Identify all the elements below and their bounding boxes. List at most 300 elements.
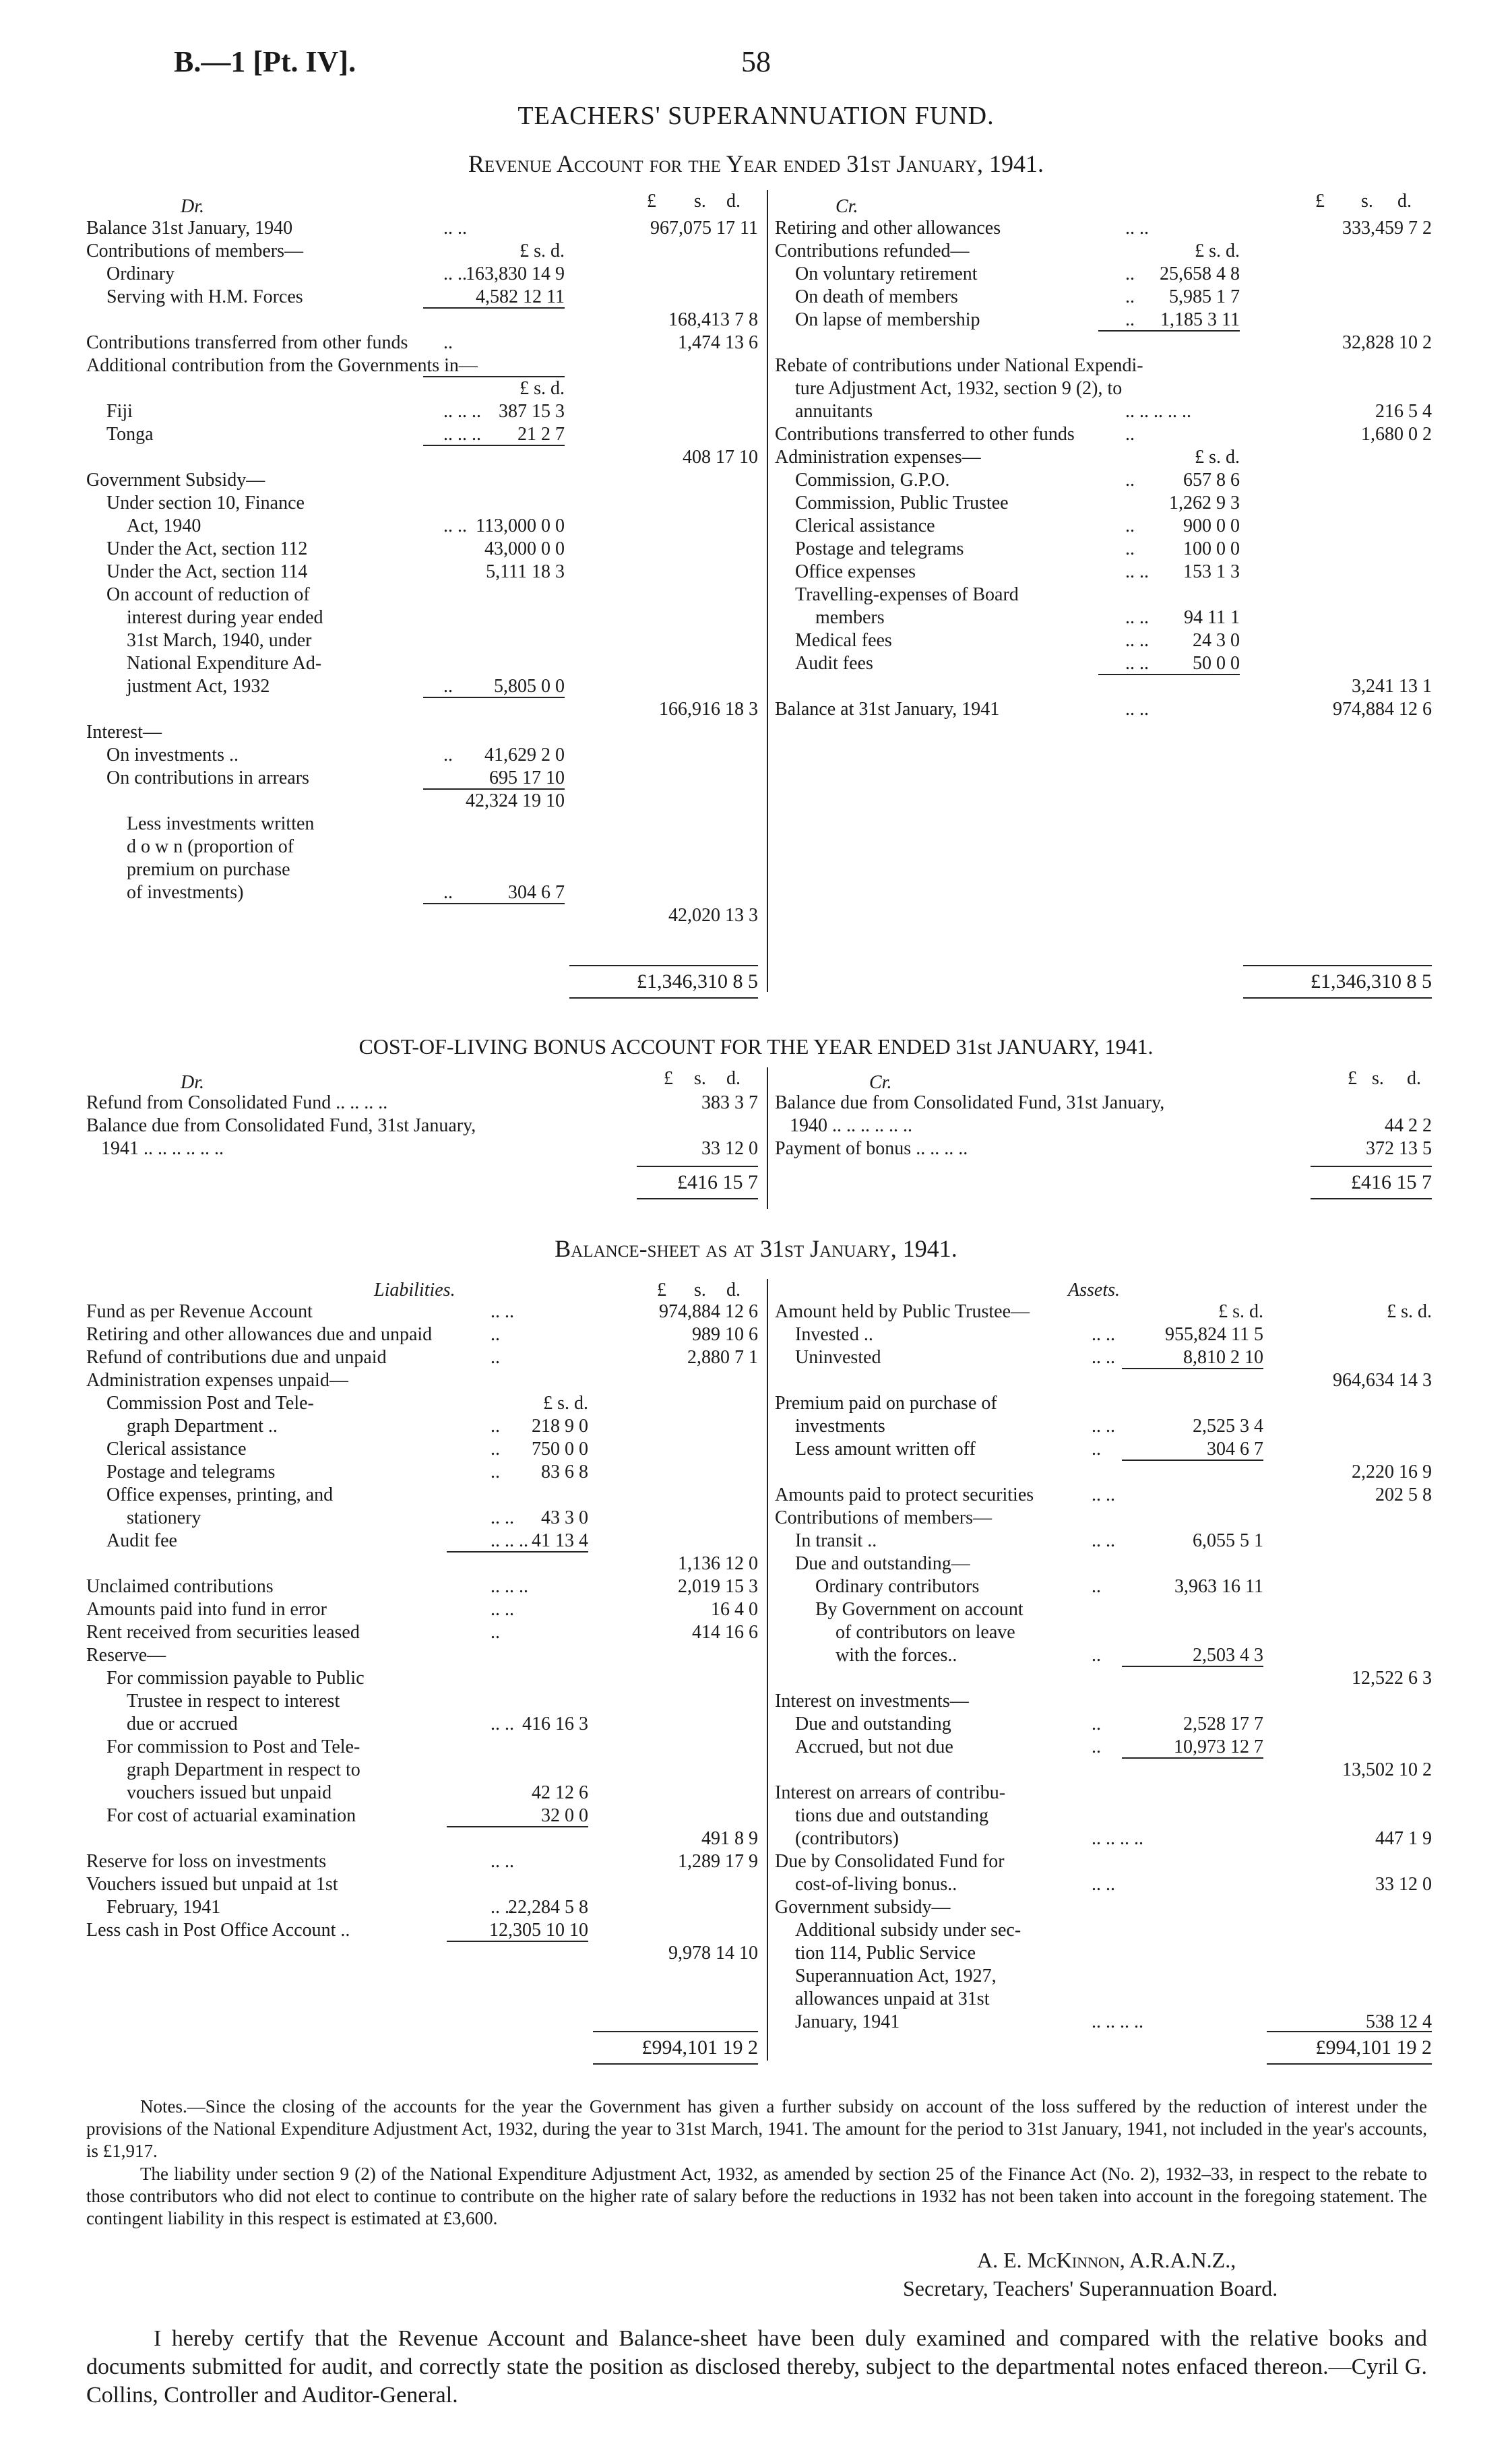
ledger-label: premium on purchase xyxy=(127,859,290,880)
ledger-label: Contributions of members— xyxy=(86,241,303,261)
ledger-label: For commission payable to Public xyxy=(106,1668,365,1689)
bonus-left-total: £416 15 7 xyxy=(677,1171,758,1193)
ledger-label: Interest on arrears of contribu- xyxy=(775,1782,1006,1803)
ledger-outer-amount: 12,522 6 3 xyxy=(1352,1668,1432,1689)
audit-certificate: I hereby certify that the Revenue Account and Balance-sheet have been duly examined and compared with the relative books and documents submitted for audit, and correctly state the position as disclosed thereby, subject to the departmental notes enfaced thereon.—Cyril G. Collins, Controller and Auditor-General. xyxy=(86,2326,1427,2408)
ledger-inner-amount: 5,111 18 3 xyxy=(486,561,565,582)
ledger-leader: .. .. xyxy=(1125,561,1149,582)
bonus-right-value-3: 372 13 5 xyxy=(1366,1138,1432,1159)
ledger-leader: .. xyxy=(491,1462,500,1482)
revenue-left-s: s. xyxy=(694,191,706,212)
ledger-inner-amount: 50 0 0 xyxy=(1193,653,1240,674)
ledger-inner-amount: 100 0 0 xyxy=(1183,538,1240,559)
ledger-leader: .. xyxy=(443,745,453,765)
ledger-label: Fund as per Revenue Account xyxy=(86,1301,313,1322)
ledger-leader: .. xyxy=(491,1324,500,1345)
ledger-outer-heading: £ s. d. xyxy=(1387,1301,1432,1322)
ledger-leader: .. xyxy=(1125,263,1135,284)
ledger-inner-amount: 21 2 7 xyxy=(517,424,565,445)
ledger-outer-amount: 1,289 17 9 xyxy=(678,1851,758,1872)
revenue-divider xyxy=(767,190,768,992)
ledger-leader: .. .. .. xyxy=(443,424,481,445)
bonus-left-line-1: Refund from Consolidated Fund .. .. .. .. xyxy=(86,1092,388,1113)
ledger-leader: .. .. xyxy=(443,218,467,239)
ledger-inner-amount: 32 0 0 xyxy=(541,1805,588,1826)
ledger-leader: .. xyxy=(443,676,453,697)
ledger-leader: .. .. .. .. xyxy=(1092,1828,1143,1849)
ledger-label: Clerical assistance xyxy=(106,1439,247,1460)
ledger-label: On voluntary retirement xyxy=(795,263,978,284)
ledger-label: Audit fees xyxy=(795,653,873,674)
bonus-left-d: d. xyxy=(726,1068,741,1089)
ledger-label: Clerical assistance xyxy=(795,515,935,536)
ledger-leader: .. .. .. xyxy=(443,401,481,422)
ledger-inner-amount: 43 3 0 xyxy=(541,1507,588,1528)
ledger-inner-amount: 24 3 0 xyxy=(1193,630,1240,651)
ledger-outer-amount: 2,019 15 3 xyxy=(678,1576,758,1597)
ledger-inner-amount: 657 8 6 xyxy=(1183,470,1240,491)
ledger-leader: .. xyxy=(491,1347,500,1368)
ledger-subtotal-rule xyxy=(1098,674,1240,675)
ledger-label: In transit .. xyxy=(795,1530,877,1551)
ledger-label: Amount held by Public Trustee— xyxy=(775,1301,1030,1322)
ledger-leader: .. xyxy=(1092,1439,1101,1460)
ledger-inner-amount: 25,658 4 8 xyxy=(1160,263,1240,284)
balance-left-s: s. xyxy=(694,1280,706,1300)
ledger-outer-amount: 3,241 13 1 xyxy=(1352,676,1432,697)
ledger-label: Contributions transferred from other funds xyxy=(86,332,408,353)
ledger-subtotal-rule xyxy=(423,307,565,309)
ledger-outer-amount: 216 5 4 xyxy=(1375,401,1432,422)
revenue-dr-label: Dr. xyxy=(181,196,205,217)
ledger-label: Ordinary xyxy=(106,263,175,284)
revenue-right-total-rule-top xyxy=(1243,965,1432,966)
ledger-leader: .. xyxy=(1125,424,1135,445)
ledger-label: Contributions refunded— xyxy=(775,241,970,261)
ledger-outer-amount: 13,502 10 2 xyxy=(1342,1759,1432,1780)
ledger-label: tions due and outstanding xyxy=(795,1805,988,1826)
ledger-label: On contributions in arrears xyxy=(106,767,309,788)
ledger-inner-amount: 1,185 3 11 xyxy=(1160,309,1240,330)
ledger-label: Accrued, but not due xyxy=(795,1736,953,1757)
ledger-outer-amount: 447 1 9 xyxy=(1375,1828,1432,1849)
ledger-inner-amount: 153 1 3 xyxy=(1183,561,1240,582)
ledger-label: On account of reduction of xyxy=(106,584,310,605)
ledger-label: Reserve for loss on investments xyxy=(86,1851,327,1872)
ledger-inner-amount: 900 0 0 xyxy=(1183,515,1240,536)
ledger-label: Balance 31st January, 1940 xyxy=(86,218,293,239)
ledger-leader: .. .. xyxy=(443,263,467,284)
ledger-label: interest during year ended xyxy=(127,607,323,628)
ledger-inner-amount: 10,973 12 7 xyxy=(1174,1736,1263,1757)
ledger-leader: .. .. xyxy=(491,1897,514,1918)
ledger-label: due or accrued xyxy=(127,1714,238,1734)
ledger-label: stationery xyxy=(127,1507,201,1528)
ledger-label: Trustee in respect to interest xyxy=(127,1691,340,1712)
ledger-leader: .. xyxy=(1092,1576,1101,1597)
ledger-label: Tonga xyxy=(106,424,154,445)
bonus-heading: COST-OF-LIVING BONUS ACCOUNT FOR THE YEAR ENDED 31st JANUARY, 1941. xyxy=(358,1034,1154,1059)
ledger-label: investments xyxy=(795,1416,885,1437)
ledger-outer-amount: 16 4 0 xyxy=(711,1599,758,1620)
ledger-outer-amount: 974,884 12 6 xyxy=(1333,699,1432,720)
balance-left-total-rule-top xyxy=(593,2031,758,2032)
ledger-inner-amount: 42 12 6 xyxy=(532,1782,588,1803)
ledger-outer-amount: 967,075 17 11 xyxy=(650,218,758,239)
balance-left-d: d. xyxy=(726,1280,741,1300)
ledger-leader: .. .. xyxy=(1092,1874,1115,1895)
balance-right-total-rule-bottom xyxy=(1267,2063,1432,2065)
ledger-label: On investments .. xyxy=(106,745,239,765)
ledger-subtotal-rule xyxy=(423,376,565,377)
ledger-leader: .. .. xyxy=(1125,653,1149,674)
ledger-leader: .. xyxy=(443,332,453,353)
ledger-label: annuitants xyxy=(795,401,873,422)
ledger-label: Postage and telegrams xyxy=(795,538,964,559)
ledger-subtotal-rule xyxy=(447,1551,588,1553)
bonus-divider xyxy=(767,1067,768,1209)
ledger-leader: .. .. .. .. xyxy=(1092,2011,1143,2032)
ledger-label: cost-of-living bonus.. xyxy=(795,1874,957,1895)
ledger-inner-amount: 2,528 17 7 xyxy=(1183,1714,1263,1734)
ledger-outer-amount: 42,020 13 3 xyxy=(668,905,758,926)
ledger-leader: .. xyxy=(1125,470,1135,491)
ledger-inner-amount: 5,985 1 7 xyxy=(1169,286,1240,307)
ledger-label: Reserve— xyxy=(86,1645,166,1666)
ledger-leader: .. .. xyxy=(443,515,467,536)
ledger-leader: .. .. xyxy=(491,1301,514,1322)
ledger-subtotal-rule xyxy=(1098,330,1240,332)
revenue-left-total: £1,346,310 8 5 xyxy=(637,970,758,993)
ledger-inner-amount: 1,262 9 3 xyxy=(1169,493,1240,513)
ledger-label: Commission, G.P.O. xyxy=(795,470,950,491)
ledger-inner-amount: £ s. d. xyxy=(1195,447,1240,468)
ledger-label: Less amount written off xyxy=(795,1439,976,1460)
ledger-inner-amount: 113,000 0 0 xyxy=(476,515,565,536)
notes-paragraph-2: The liability under section 9 (2) of the National Expenditure Adjustment Act, 1932, as amended by section 25 of the Finance Act (No. 2), 1932–33, in respect to the rebate to those contributors who did not elect to continue to contribute on the higher rate of salary before the reductions in 1932 has not been taken into account in the foregoing statement. The contingent liability in this respect is estimated at £3,600. xyxy=(86,2164,1427,2228)
ledger-label: On lapse of membership xyxy=(795,309,980,330)
revenue-left-total-rule-top xyxy=(569,965,758,966)
ledger-leader: .. .. xyxy=(1125,607,1149,628)
ledger-leader: .. xyxy=(1125,538,1135,559)
ledger-leader: .. xyxy=(443,882,453,903)
ledger-leader: .. .. xyxy=(1125,630,1149,651)
ledger-label: of contributors on leave xyxy=(836,1622,1015,1643)
ledger-label: Commission, Public Trustee xyxy=(795,493,1009,513)
ledger-label: Office expenses xyxy=(795,561,916,582)
ledger-label: January, 1941 xyxy=(795,2011,900,2032)
ledger-label: graph Department in respect to xyxy=(127,1759,360,1780)
ledger-inner-amount: 94 11 1 xyxy=(1184,607,1240,628)
ledger-outer-amount: 202 5 8 xyxy=(1375,1484,1432,1505)
ledger-outer-amount: 974,884 12 6 xyxy=(659,1301,758,1322)
bonus-right-total: £416 15 7 xyxy=(1351,1171,1432,1193)
page-reference: B.—1 [Pt. IV]. xyxy=(174,45,356,78)
ledger-label: Refund of contributions due and unpaid xyxy=(86,1347,387,1368)
ledger-label: Amounts paid to protect securities xyxy=(775,1484,1034,1505)
ledger-inner-amount: 43,000 0 0 xyxy=(484,538,565,559)
ledger-label: Balance at 31st January, 1941 xyxy=(775,699,1000,720)
ledger-inner-amount: 4,582 12 11 xyxy=(476,286,565,307)
ledger-label: Interest— xyxy=(86,722,162,743)
ledger-outer-amount: 9,978 14 10 xyxy=(668,1943,758,1964)
ledger-inner-amount: £ s. d. xyxy=(519,241,565,261)
revenue-cr-label: Cr. xyxy=(836,196,858,217)
balance-assets-label: Assets. xyxy=(1068,1280,1120,1300)
balance-left-cur: £ xyxy=(657,1280,666,1300)
ledger-leader: .. .. xyxy=(491,1599,514,1620)
ledger-leader: .. xyxy=(491,1439,500,1460)
ledger-label: Additional contribution from the Governments in— xyxy=(86,355,478,376)
bonus-right-total-rule-top xyxy=(1311,1166,1432,1167)
ledger-outer-amount: 491 8 9 xyxy=(701,1828,758,1849)
ledger-inner-amount: 163,830 14 9 xyxy=(466,263,565,284)
balance-right-total: £994,101 19 2 xyxy=(1315,2036,1432,2059)
bonus-right-line-1: Balance due from Consolidated Fund, 31st January, xyxy=(775,1092,1165,1113)
ledger-label: Serving with H.M. Forces xyxy=(106,286,303,307)
ledger-subtotal-rule xyxy=(423,697,565,698)
bonus-dr-label: Dr. xyxy=(181,1072,205,1093)
ledger-outer-amount: 32,828 10 2 xyxy=(1342,332,1432,353)
balance-liabilities-label: Liabilities. xyxy=(374,1280,455,1300)
ledger-inner-amount: 416 16 3 xyxy=(522,1714,588,1734)
ledger-label: For cost of actuarial examination xyxy=(106,1805,356,1826)
ledger-inner-amount: £ s. d. xyxy=(1195,241,1240,261)
ledger-leader: .. .. xyxy=(491,1714,514,1734)
ledger-subtotal-rule xyxy=(423,903,565,904)
ledger-inner-amount: £ s. d. xyxy=(519,378,565,399)
bonus-right-d: d. xyxy=(1407,1068,1421,1089)
ledger-label: Less investments written xyxy=(127,813,315,834)
ledger-inner-amount: 218 9 0 xyxy=(532,1416,588,1437)
ledger-label: d o w n (proportion of xyxy=(127,836,294,857)
ledger-subtotal-rule xyxy=(1122,1757,1263,1759)
revenue-right-d: d. xyxy=(1397,191,1412,212)
ledger-inner-amount: 2,525 3 4 xyxy=(1193,1416,1263,1437)
ledger-inner-amount: 955,824 11 5 xyxy=(1165,1324,1263,1345)
ledger-outer-amount: 414 16 6 xyxy=(692,1622,758,1643)
ledger-label: Travelling-expenses of Board xyxy=(795,584,1019,605)
ledger-label: Premium paid on purchase of xyxy=(775,1393,997,1414)
ledger-inner-amount: 5,805 0 0 xyxy=(494,676,565,697)
ledger-inner-amount: 3,963 16 11 xyxy=(1174,1576,1263,1597)
ledger-outer-amount: 1,680 0 2 xyxy=(1361,424,1432,445)
bonus-right-cur: £ xyxy=(1348,1068,1357,1089)
ledger-label: Contributions of members— xyxy=(775,1507,992,1528)
ledger-outer-amount: 1,136 12 0 xyxy=(678,1553,758,1574)
ledger-label: Due and outstanding— xyxy=(795,1553,970,1574)
ledger-leader: .. .. xyxy=(1092,1416,1115,1437)
ledger-outer-amount: 166,916 18 3 xyxy=(659,699,758,720)
ledger-label: Less cash in Post Office Account .. xyxy=(86,1920,350,1941)
ledger-label: Commission Post and Tele- xyxy=(106,1393,314,1414)
ledger-inner-amount: 387 15 3 xyxy=(499,401,565,422)
ledger-inner-amount: 83 6 8 xyxy=(541,1462,588,1482)
ledger-label: Retiring and other allowances due and unpaid xyxy=(86,1324,433,1345)
ledger-label: justment Act, 1932 xyxy=(127,676,270,697)
page-number: 58 xyxy=(741,45,771,78)
ledger-leader: .. xyxy=(1125,515,1135,536)
ledger-label: 31st March, 1940, under xyxy=(127,630,312,651)
bonus-left-value-1: 383 3 7 xyxy=(701,1092,758,1113)
bonus-right-s: s. xyxy=(1372,1068,1384,1089)
ledger-label: Fiji xyxy=(106,401,133,422)
ledger-label: Government Subsidy— xyxy=(86,470,265,491)
bonus-right-line-3: Payment of bonus .. .. .. .. xyxy=(775,1138,968,1159)
ledger-inner-amount: 41,629 2 0 xyxy=(484,745,565,765)
ledger-subtotal-rule xyxy=(447,1941,588,1942)
ledger-leader: .. .. xyxy=(1125,699,1149,720)
ledger-inner-amount: 22,284 5 8 xyxy=(508,1897,588,1918)
ledger-outer-amount: 168,413 7 8 xyxy=(668,309,758,330)
revenue-right-cur: £ xyxy=(1315,191,1325,212)
bonus-left-total-rule-bottom xyxy=(637,1198,758,1199)
ledger-outer-amount: 33 12 0 xyxy=(1375,1874,1432,1895)
ledger-label: members xyxy=(815,607,885,628)
ledger-leader: .. .. xyxy=(1092,1347,1115,1368)
ledger-leader: .. .. xyxy=(1092,1324,1115,1345)
ledger-subtotal-rule xyxy=(447,1826,588,1827)
ledger-label: Administration expenses unpaid— xyxy=(86,1370,348,1391)
ledger-label: allowances unpaid at 31st xyxy=(795,1988,990,2009)
ledger-leader: .. .. .. .. .. xyxy=(1125,401,1191,422)
ledger-label: Administration expenses— xyxy=(775,447,981,468)
ledger-label: Medical fees xyxy=(795,630,892,651)
ledger-inner-amount: 6,055 5 1 xyxy=(1193,1530,1263,1551)
ledger-label: tion 114, Public Service xyxy=(795,1943,976,1964)
ledger-label: Under the Act, section 112 xyxy=(106,538,308,559)
balance-left-total: £994,101 19 2 xyxy=(641,2036,758,2059)
ledger-leader: .. xyxy=(1092,1645,1101,1666)
ledger-label: of investments) xyxy=(127,882,244,903)
ledger-inner-amount: 304 6 7 xyxy=(1207,1439,1263,1460)
ledger-leader: .. .. xyxy=(491,1507,514,1528)
notes-paragraph-1: Notes.—Since the closing of the accounts for the year the Government has given a further subsidy on account of the loss suffered by the reduction of interest under the provisions of the National Expenditure Adjustment Act, 1932, during the year to 31st March, 1941. The amount for the period to 31st January, 1941, not included in the year's accounts, is £1,917. xyxy=(86,2096,1427,2161)
ledger-label: Superannuation Act, 1927, xyxy=(795,1966,997,1986)
revenue-right-total: £1,346,310 8 5 xyxy=(1311,970,1432,993)
ledger-inner-amount: £ s. d. xyxy=(1218,1301,1263,1322)
ledger-outer-amount: 1,474 13 6 xyxy=(678,332,758,353)
ledger-leader: .. .. .. xyxy=(491,1530,528,1551)
revenue-left-d: d. xyxy=(726,191,741,212)
ledger-label: graph Department .. xyxy=(127,1416,278,1437)
ledger-leader: .. .. xyxy=(1092,1530,1115,1551)
ledger-label: National Expenditure Ad- xyxy=(127,653,322,674)
signatory-name: A. E. McKinnon, A.R.A.N.Z., xyxy=(977,2248,1236,2272)
bonus-left-line-3: 1941 .. .. .. .. .. .. xyxy=(101,1138,224,1159)
ledger-leader: .. xyxy=(1125,309,1135,330)
ledger-subtotal-rule xyxy=(1122,1460,1263,1461)
ledger-inner-amount: 8,810 2 10 xyxy=(1183,1347,1263,1368)
ledger-label: Postage and telegrams xyxy=(106,1462,276,1482)
ledger-outer-amount: 408 17 10 xyxy=(683,447,758,468)
ledger-leader: .. xyxy=(491,1416,500,1437)
ledger-inner-amount: 750 0 0 xyxy=(532,1439,588,1460)
ledger-label: ture Adjustment Act, 1932, section 9 (2), to xyxy=(795,378,1123,399)
ledger-label: By Government on account xyxy=(815,1599,1023,1620)
ledger-label: Rebate of contributions under National Expendi- xyxy=(775,355,1143,376)
ledger-leader: .. xyxy=(491,1622,500,1643)
bonus-right-total-rule-bottom xyxy=(1311,1198,1432,1199)
ledger-label: Retiring and other allowances xyxy=(775,218,1001,239)
ledger-label: Contributions transferred to other funds xyxy=(775,424,1075,445)
bonus-left-total-rule-top xyxy=(637,1166,758,1167)
ledger-outer-amount: 333,459 7 2 xyxy=(1342,218,1432,239)
ledger-leader: .. .. xyxy=(491,1851,514,1872)
ledger-leader: .. .. .. xyxy=(491,1576,528,1597)
ledger-label: Act, 1940 xyxy=(127,515,201,536)
ledger-subtotal-rule xyxy=(1122,1666,1263,1667)
ledger-label: vouchers issued but unpaid xyxy=(127,1782,332,1803)
balance-divider xyxy=(767,1279,768,2061)
ledger-label: Vouchers issued but unpaid at 1st xyxy=(86,1874,338,1895)
ledger-inner-amount: £ s. d. xyxy=(543,1393,588,1414)
bonus-left-s: s. xyxy=(694,1068,706,1089)
ledger-label: with the forces.. xyxy=(836,1645,957,1666)
ledger-label: Government subsidy— xyxy=(775,1897,951,1918)
ledger-label: Under the Act, section 114 xyxy=(106,561,308,582)
ledger-leader: .. xyxy=(1125,286,1135,307)
ledger-leader: .. xyxy=(1092,1736,1101,1757)
ledger-inner-amount: 2,503 4 3 xyxy=(1193,1645,1263,1666)
ledger-subtotal-rule xyxy=(1122,1368,1263,1369)
ledger-label: Uninvested xyxy=(795,1347,881,1368)
ledger-label: Due by Consolidated Fund for xyxy=(775,1851,1005,1872)
ledger-label: On death of members xyxy=(795,286,958,307)
ledger-label: Amounts paid into fund in error xyxy=(86,1599,327,1620)
revenue-left-cur: £ xyxy=(647,191,656,212)
ledger-leader: .. .. xyxy=(1092,1484,1115,1505)
ledger-label: Rent received from securities leased xyxy=(86,1622,360,1643)
bonus-left-cur: £ xyxy=(664,1068,673,1089)
document-title: TEACHERS' SUPERANNUATION FUND. xyxy=(517,102,995,130)
ledger-inner-amount: 12,305 10 10 xyxy=(489,1920,588,1941)
revenue-heading: Revenue Account for the Year ended 31st January, 1941. xyxy=(468,150,1044,177)
ledger-label: Ordinary contributors xyxy=(815,1576,980,1597)
bonus-left-value-3: 33 12 0 xyxy=(701,1138,758,1159)
balance-left-total-rule-bottom xyxy=(593,2063,758,2065)
ledger-label: For commission to Post and Tele- xyxy=(106,1736,360,1757)
ledger-subtotal-rule xyxy=(423,788,565,790)
ledger-leader: .. .. xyxy=(1125,218,1149,239)
ledger-label: Invested .. xyxy=(795,1324,873,1345)
bonus-right-line-2: 1940 .. .. .. .. .. .. xyxy=(790,1115,912,1136)
ledger-label: (contributors) xyxy=(795,1828,899,1849)
ledger-inner-amount: 42,324 19 10 xyxy=(466,790,565,811)
ledger-label: Additional subsidy under sec- xyxy=(795,1920,1021,1941)
ledger-leader: .. xyxy=(1092,1714,1101,1734)
ledger-inner-amount: 695 17 10 xyxy=(489,767,565,788)
ledger-label: Due and outstanding xyxy=(795,1714,951,1734)
ledger-label: Interest on investments— xyxy=(775,1691,969,1712)
ledger-outer-amount: 2,880 7 1 xyxy=(687,1347,758,1368)
revenue-right-total-rule-bottom xyxy=(1243,997,1432,999)
ledger-label: February, 1941 xyxy=(106,1897,221,1918)
revenue-right-s: s. xyxy=(1361,191,1373,212)
ledger-outer-amount: 2,220 16 9 xyxy=(1352,1462,1432,1482)
ledger-subtotal-rule xyxy=(423,445,565,446)
ledger-label: Under section 10, Finance xyxy=(106,493,305,513)
ledger-label: Audit fee xyxy=(106,1530,177,1551)
ledger-label: Office expenses, printing, and xyxy=(106,1484,334,1505)
bonus-right-value-2: 44 2 2 xyxy=(1385,1115,1432,1136)
bonus-left-line-2: Balance due from Consolidated Fund, 31st January, xyxy=(86,1115,476,1136)
ledger-outer-amount: 538 12 4 xyxy=(1366,2011,1432,2032)
balance-heading: Balance-sheet as at 31st January, 1941. xyxy=(555,1235,957,1262)
bonus-cr-label: Cr. xyxy=(869,1072,892,1093)
ledger-label: Unclaimed contributions xyxy=(86,1576,274,1597)
ledger-inner-amount: 304 6 7 xyxy=(508,882,565,903)
